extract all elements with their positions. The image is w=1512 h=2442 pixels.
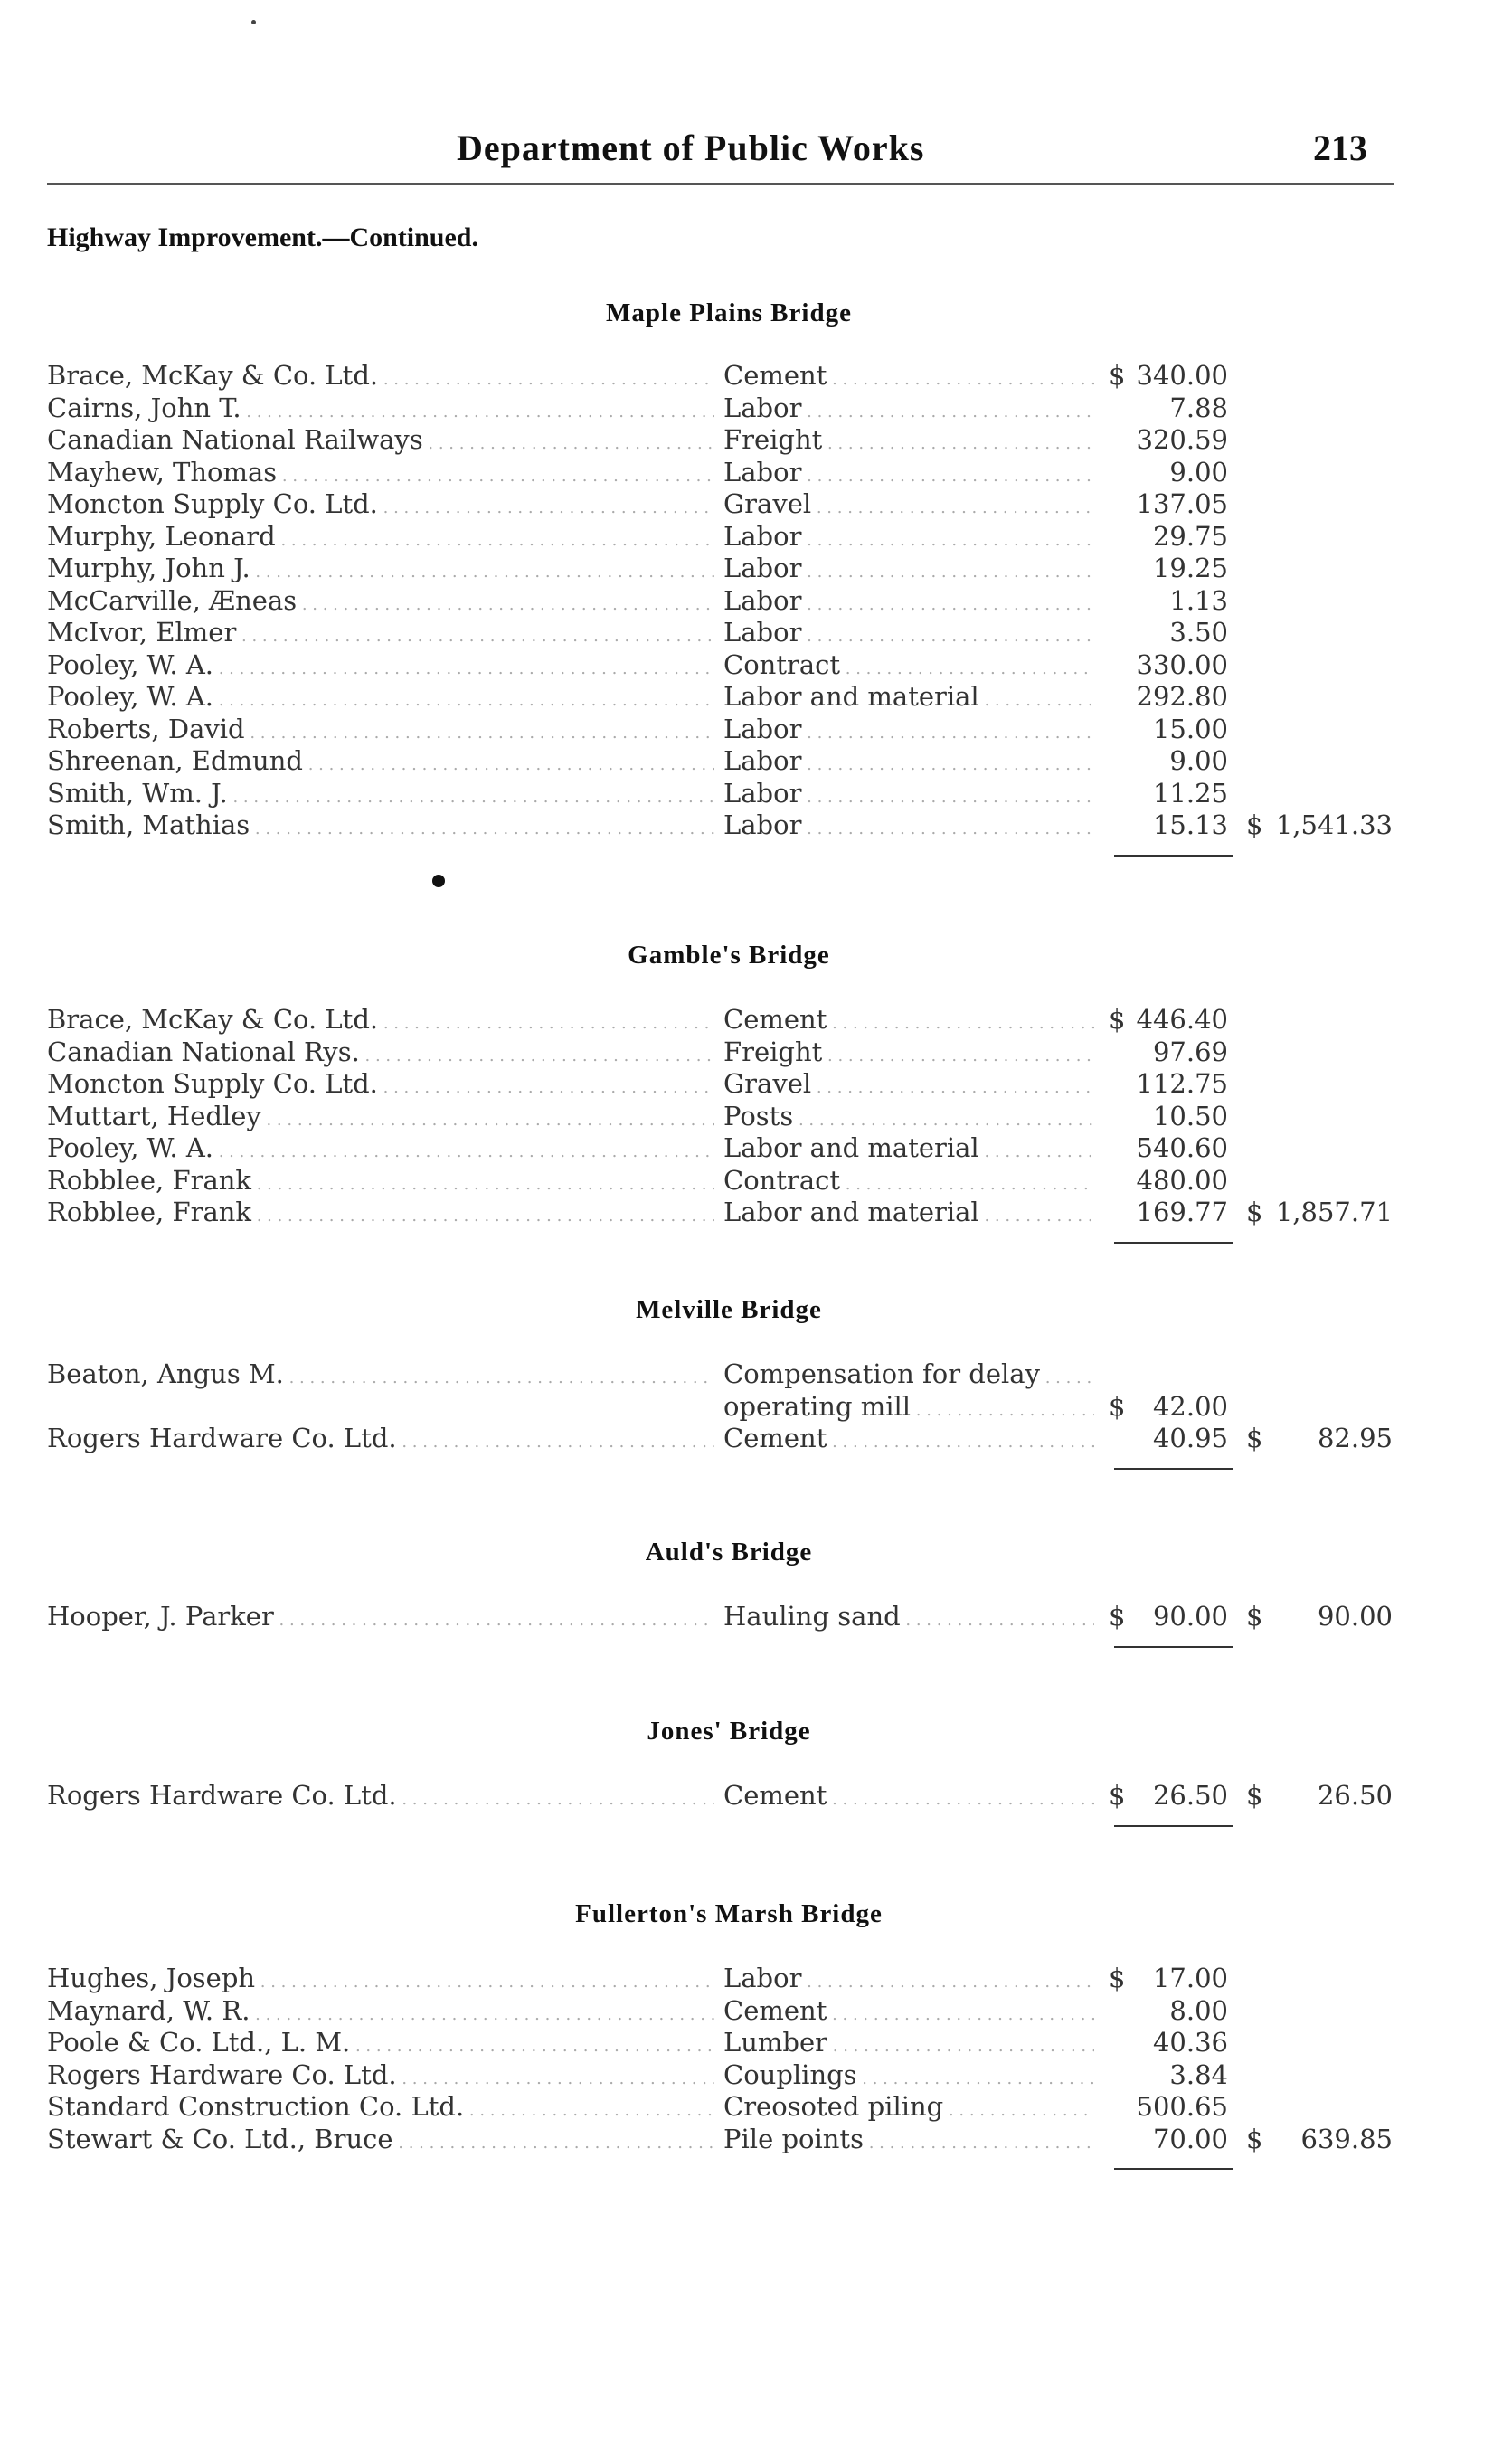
dollar-sign: $ <box>1109 1963 1126 1993</box>
payee-cell: Hooper, J. Parker . . . <box>47 1601 714 1632</box>
amount-cell: 9.00 <box>1169 745 1228 776</box>
stray-bullet <box>432 875 445 887</box>
sum-rule <box>1114 1646 1233 1648</box>
description-cell: Cement . . . <box>723 1004 1094 1035</box>
description-cell: Labor and material . . . <box>723 1197 1094 1227</box>
sum-rule <box>1114 1825 1233 1827</box>
total-dollar-sign: $ <box>1246 1197 1263 1227</box>
amount-cell: 42.00 <box>1152 1390 1228 1422</box>
table-row <box>0 1101 1512 1132</box>
amount-cell: 540.60 <box>1136 1132 1228 1163</box>
payee-cell: McCarville, Æneas . . . <box>47 585 714 616</box>
payee-cell: Brace, McKay & Co. Ltd. . . . <box>47 360 714 391</box>
description-cell: Labor . . . <box>723 457 1094 487</box>
table-row <box>0 2124 1512 2155</box>
table-row <box>0 1391 1512 1423</box>
description-cell: Gravel . . . <box>723 488 1094 519</box>
table-row <box>0 424 1512 456</box>
table-row <box>0 1423 1512 1454</box>
amount-cell: 70.00 <box>1152 2123 1228 2154</box>
total-cell: 1,857.71 <box>1275 1197 1393 1227</box>
amount-cell: 90.00 <box>1152 1601 1228 1632</box>
payee-cell: Murphy, Leonard . . . <box>47 521 714 552</box>
section-title: Fullerton's Marsh Bridge <box>575 1899 883 1928</box>
description-cell: Labor . . . <box>723 617 1094 648</box>
amount-cell: 15.13 <box>1152 809 1228 840</box>
payee-cell: Pooley, W. A. . . . <box>47 649 714 680</box>
description-cell: Compensation for delay . . . <box>723 1358 1094 1389</box>
payee-cell: Brace, McKay & Co. Ltd. . . . <box>47 1004 714 1035</box>
table-row <box>0 488 1512 520</box>
amount-cell: 7.88 <box>1169 392 1228 423</box>
sum-rule <box>1114 1468 1233 1470</box>
table-row <box>0 553 1512 584</box>
amount-cell: 9.00 <box>1169 456 1228 487</box>
description-cell: Labor and material . . . <box>723 1132 1094 1163</box>
amount-cell: 29.75 <box>1152 520 1228 552</box>
payee-cell: Poole & Co. Ltd., L. M. . . . <box>47 2027 714 2058</box>
dollar-sign: $ <box>1109 1004 1126 1035</box>
description-cell: Pile points . . . <box>723 2124 1094 2154</box>
sum-rule <box>1114 1242 1233 1244</box>
table-row <box>0 714 1512 745</box>
description-cell: Labor . . . <box>723 745 1094 776</box>
payee-cell: Moncton Supply Co. Ltd. . . . <box>47 488 714 519</box>
payee-cell: Canadian National Railways . . . <box>47 424 714 455</box>
table-row <box>0 1995 1512 2027</box>
description-cell: Labor . . . <box>723 809 1094 840</box>
table-row <box>0 1068 1512 1100</box>
total-dollar-sign: $ <box>1246 1780 1263 1811</box>
table-row <box>0 1601 1512 1633</box>
table-row <box>0 360 1512 392</box>
description-cell: Labor and material . . . <box>723 681 1094 712</box>
table-row <box>0 1780 1512 1812</box>
amount-cell: 3.50 <box>1169 617 1228 648</box>
table-row <box>0 2091 1512 2123</box>
table-row <box>0 1004 1512 1036</box>
amount-cell: 446.40 <box>1136 1004 1228 1035</box>
table-row <box>0 393 1512 424</box>
payee-cell: Rogers Hardware Co. Ltd. . . . <box>47 1423 714 1453</box>
payee-cell: Hughes, Joseph . . . <box>47 1963 714 1993</box>
page-title: Department of Public Works <box>457 128 925 168</box>
amount-cell: 1.13 <box>1169 584 1228 616</box>
payee-cell: Cairns, John T. . . . <box>47 393 714 423</box>
total-cell: 90.00 <box>1317 1601 1393 1632</box>
table-row <box>0 521 1512 553</box>
total-dollar-sign: $ <box>1246 2123 1263 2154</box>
sum-rule <box>1114 855 1233 857</box>
amount-cell: 292.80 <box>1136 681 1228 712</box>
amount-cell: 320.59 <box>1136 424 1228 455</box>
section-title: Maple Plains Bridge <box>606 298 852 327</box>
description-cell: Posts . . . <box>723 1101 1094 1131</box>
amount-cell: 10.50 <box>1152 1100 1228 1131</box>
description-cell: Contract . . . <box>723 1165 1094 1196</box>
payee-cell: Robblee, Frank . . . <box>47 1165 714 1196</box>
amount-cell: 330.00 <box>1136 648 1228 680</box>
description-cell: Cement . . . <box>723 1780 1094 1811</box>
description-cell: Labor . . . <box>723 521 1094 552</box>
description-cell: Cement . . . <box>723 1995 1094 2026</box>
amount-cell: 8.00 <box>1169 1994 1228 2026</box>
table-row <box>0 778 1512 809</box>
payee-cell: Robblee, Frank . . . <box>47 1197 714 1227</box>
payee-cell: Muttart, Hedley . . . <box>47 1101 714 1131</box>
description-cell: Labor . . . <box>723 714 1094 744</box>
amount-cell: 17.00 <box>1152 1963 1228 1993</box>
amount-cell: 26.50 <box>1152 1780 1228 1811</box>
table-row <box>0 1197 1512 1228</box>
total-dollar-sign: $ <box>1246 1601 1263 1632</box>
description-cell: Freight . . . <box>723 424 1094 455</box>
amount-cell: 480.00 <box>1136 1164 1228 1196</box>
table-row <box>0 1963 1512 1994</box>
payee-cell: Rogers Hardware Co. Ltd. . . . <box>47 1780 714 1811</box>
scan-speck <box>251 20 256 24</box>
table-row <box>0 585 1512 617</box>
table-row <box>0 1132 1512 1164</box>
description-cell: Creosoted piling . . . <box>723 2091 1094 2122</box>
amount-cell: 97.69 <box>1152 1036 1228 1067</box>
table-row <box>0 457 1512 488</box>
amount-cell: 500.65 <box>1136 2091 1228 2122</box>
section-title: Melville Bridge <box>636 1295 822 1324</box>
description-cell: Labor . . . <box>723 1963 1094 1993</box>
description-cell: Labor . . . <box>723 585 1094 616</box>
amount-cell: 112.75 <box>1136 1068 1228 1099</box>
amount-cell: 19.25 <box>1152 553 1228 583</box>
description-cell: Lumber . . . <box>723 2027 1094 2058</box>
page-number: 213 <box>1313 128 1367 168</box>
description-cell: Labor . . . <box>723 393 1094 423</box>
sum-rule <box>1114 2168 1233 2170</box>
continued-heading: Highway Improvement.—Continued. <box>47 222 478 252</box>
amount-cell: 3.84 <box>1169 2059 1228 2090</box>
description-cell: Labor . . . <box>723 553 1094 583</box>
payee-cell: Murphy, John J. . . . <box>47 553 714 583</box>
amount-cell: 340.00 <box>1136 360 1228 391</box>
payee-cell: Shreenan, Edmund . . . <box>47 745 714 776</box>
page-header <box>0 127 1512 181</box>
total-dollar-sign: $ <box>1246 809 1263 840</box>
total-cell: 639.85 <box>1300 2123 1393 2154</box>
table-row <box>0 617 1512 648</box>
payee-cell: McIvor, Elmer . . . <box>47 617 714 648</box>
table-row <box>0 1358 1512 1390</box>
table-row <box>0 809 1512 841</box>
total-cell: 1,541.33 <box>1275 809 1393 840</box>
section-title: Gamble's Bridge <box>628 941 830 970</box>
amount-cell: 11.25 <box>1152 777 1228 809</box>
description-cell: Couplings . . . <box>723 2059 1094 2090</box>
payee-cell: Smith, Mathias . . . <box>47 809 714 840</box>
amount-cell: 137.05 <box>1136 488 1228 519</box>
description-cell: Gravel . . . <box>723 1068 1094 1099</box>
dollar-sign: $ <box>1109 1601 1126 1632</box>
table-row <box>0 1036 1512 1068</box>
payee-cell: Stewart & Co. Ltd., Bruce . . . <box>47 2124 714 2154</box>
table-row <box>0 745 1512 777</box>
total-cell: 26.50 <box>1317 1780 1393 1811</box>
payee-cell: Moncton Supply Co. Ltd. . . . <box>47 1068 714 1099</box>
table-row <box>0 1165 1512 1197</box>
payee-cell: Roberts, David . . . <box>47 714 714 744</box>
total-dollar-sign: $ <box>1246 1423 1263 1453</box>
payee-cell: Smith, Wm. J. . . . <box>47 778 714 809</box>
table-row <box>0 2059 1512 2091</box>
description-cell: Labor . . . <box>723 778 1094 809</box>
dollar-sign: $ <box>1109 360 1126 391</box>
description-cell: Freight . . . <box>723 1036 1094 1067</box>
table-row <box>0 681 1512 713</box>
payee-cell: Maynard, W. R. . . . <box>47 1995 714 2026</box>
description-cell: Cement . . . <box>723 360 1094 391</box>
header-rule <box>47 183 1394 185</box>
description-cell: operating mill . . . <box>723 1391 1094 1422</box>
amount-cell: 40.95 <box>1152 1423 1228 1453</box>
table-row <box>0 2027 1512 2059</box>
description-cell: Cement . . . <box>723 1423 1094 1453</box>
amount-cell: 40.36 <box>1152 2027 1228 2058</box>
amount-cell: 15.00 <box>1152 713 1228 744</box>
description-cell: Contract . . . <box>723 649 1094 680</box>
amount-cell: 169.77 <box>1136 1197 1228 1227</box>
table-row <box>0 649 1512 681</box>
dollar-sign: $ <box>1109 1780 1126 1811</box>
payee-cell: Pooley, W. A. . . . <box>47 681 714 712</box>
payee-cell: Standard Construction Co. Ltd. . . . <box>47 2091 714 2122</box>
section-title: Jones' Bridge <box>647 1717 811 1746</box>
payee-cell: Mayhew, Thomas . . . <box>47 457 714 487</box>
payee-cell: Beaton, Angus M. . . . <box>47 1358 714 1389</box>
dollar-sign: $ <box>1109 1390 1126 1422</box>
total-cell: 82.95 <box>1317 1423 1393 1453</box>
description-cell: Hauling sand . . . <box>723 1601 1094 1632</box>
payee-cell: Rogers Hardware Co. Ltd. . . . <box>47 2059 714 2090</box>
section-title: Auld's Bridge <box>645 1538 813 1566</box>
payee-cell: Canadian National Rys. . . . <box>47 1036 714 1067</box>
payee-cell: Pooley, W. A. . . . <box>47 1132 714 1163</box>
